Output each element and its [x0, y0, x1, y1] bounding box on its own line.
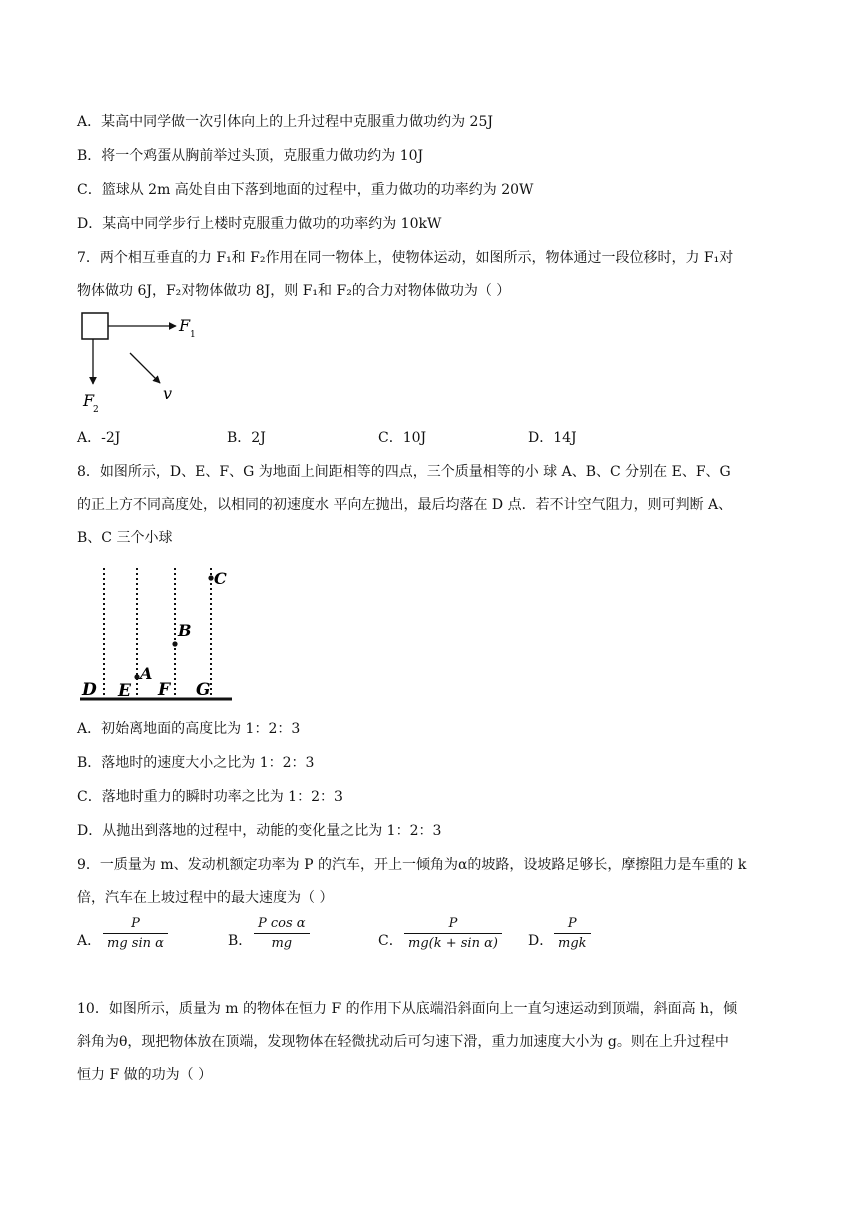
q9-option-b-label: B． — [228, 933, 253, 949]
q7-option-a: A．-2J — [77, 430, 121, 446]
q9-option-d-label: D． — [528, 933, 554, 949]
f1-label: F — [179, 316, 191, 335]
q8-option-a: A．初始离地面的高度比为 1：2：3 — [77, 721, 301, 737]
q7-stem-line2: 物体做功 6J，F₂对物体做功 8J，则 F₁和 F₂的合力对物体做功为（ ） — [77, 283, 511, 299]
q7-option-c: C．10J — [378, 430, 427, 446]
q10-stem-line2: 斜角为θ，现把物体放在顶端，发现物体在轻微扰动后可匀速下滑，重力加速度大小为 g。则在上升过程中 — [77, 1034, 729, 1050]
label-a: A — [140, 664, 153, 683]
fraction-bar — [103, 933, 168, 934]
f2-label: F — [83, 391, 95, 410]
q8-stem-line3: B、C 三个小球 — [77, 530, 173, 546]
q9-option-a-numerator: P — [131, 916, 140, 931]
q9-option-a-denominator: mg sin α — [107, 936, 164, 951]
q7-force-diagram — [76, 308, 206, 416]
q9-stem-line2: 倍，汽车在上坡过程中的最大速度为（ ） — [77, 890, 334, 906]
f1-label-sub: 1 — [190, 330, 196, 340]
q6-option-d: D．某高中同学步行上楼时克服重力做功的功率约为 10kW — [77, 216, 442, 232]
q9-option-d-denominator: mgk — [558, 936, 587, 951]
q10-stem-line1: 10．如图所示，质量为 m 的物体在恒力 F 的作用下从底端沿斜面向上一直匀速运动到顶端，斜面高 h，倾 — [77, 1001, 738, 1017]
q8-stem-line2: 的正上方不同高度处，以相同的初速度水 平向左抛出，最后均落在 D 点．若不计空气阻力，则可判断 A、 — [77, 497, 733, 513]
q9-option-a-label: A． — [77, 933, 102, 949]
q9-option-c-numerator: P — [448, 916, 458, 931]
q9-option-c-denominator: mg(k + sin α) — [408, 936, 498, 951]
q7-option-d: D．14J — [528, 430, 577, 446]
q10-stem-line3: 恒力 F 做的功为（ ） — [77, 1067, 213, 1083]
q8-stem-line1: 8．如图所示，D、E、F、G 为地面上间距相等的四点，三个质量相等的小 球 A、B、C 分别在 E、F、G — [77, 464, 731, 480]
q8-projectile-diagram — [80, 562, 240, 704]
q9-option-b-numerator: P cos α — [258, 916, 306, 931]
q6-option-a: A．某高中同学做一次引体向上的上升过程中克服重力做功约为 25J — [77, 114, 493, 130]
q9-stem-line1: 9．一质量为 m、发动机额定功率为 P 的汽车，开上一倾角为α的坡路，设坡路足够长，摩擦阻力是车重的 k — [77, 857, 747, 873]
label-f: F — [158, 680, 171, 700]
label-b: B — [178, 621, 192, 640]
label-c: C — [214, 569, 227, 588]
ball-b — [172, 641, 177, 646]
q6-option-c: C．篮球从 2m 高处自由下落到地面的过程中，重力做功的功率约为 20W — [77, 182, 534, 198]
fraction-bar — [554, 933, 591, 934]
q9-option-d-numerator: P — [567, 916, 577, 931]
fraction-bar — [254, 933, 310, 934]
label-d: D — [82, 680, 97, 700]
label-g: G — [196, 680, 211, 700]
q8-option-b: B．落地时的速度大小之比为 1：2：3 — [77, 755, 315, 771]
q8-option-d: D．从抛出到落地的过程中，动能的变化量之比为 1：2：3 — [77, 823, 442, 839]
f2-label-sub: 2 — [93, 405, 99, 415]
label-e: E — [118, 681, 131, 701]
q7-option-b: B．2J — [227, 430, 266, 446]
q9-option-b-denominator: mg — [271, 936, 293, 951]
q9-option-c-label: C． — [378, 933, 403, 949]
ball-a — [134, 674, 139, 679]
fraction-bar — [404, 933, 502, 934]
q7-stem-line1: 7．两个相互垂直的力 F₁和 F₂作用在同一物体上，使物体运动，如图所示，物体通过一段位移时，力 F₁对 — [77, 250, 734, 266]
ball-c — [208, 575, 213, 580]
q6-option-b: B．将一个鸡蛋从胸前举过头顶，克服重力做功约为 10J — [77, 148, 424, 164]
velocity-arrow — [130, 353, 160, 383]
q8-option-c: C．落地时重力的瞬时功率之比为 1：2：3 — [77, 789, 343, 805]
block — [82, 313, 108, 339]
v-label: v — [163, 384, 173, 403]
